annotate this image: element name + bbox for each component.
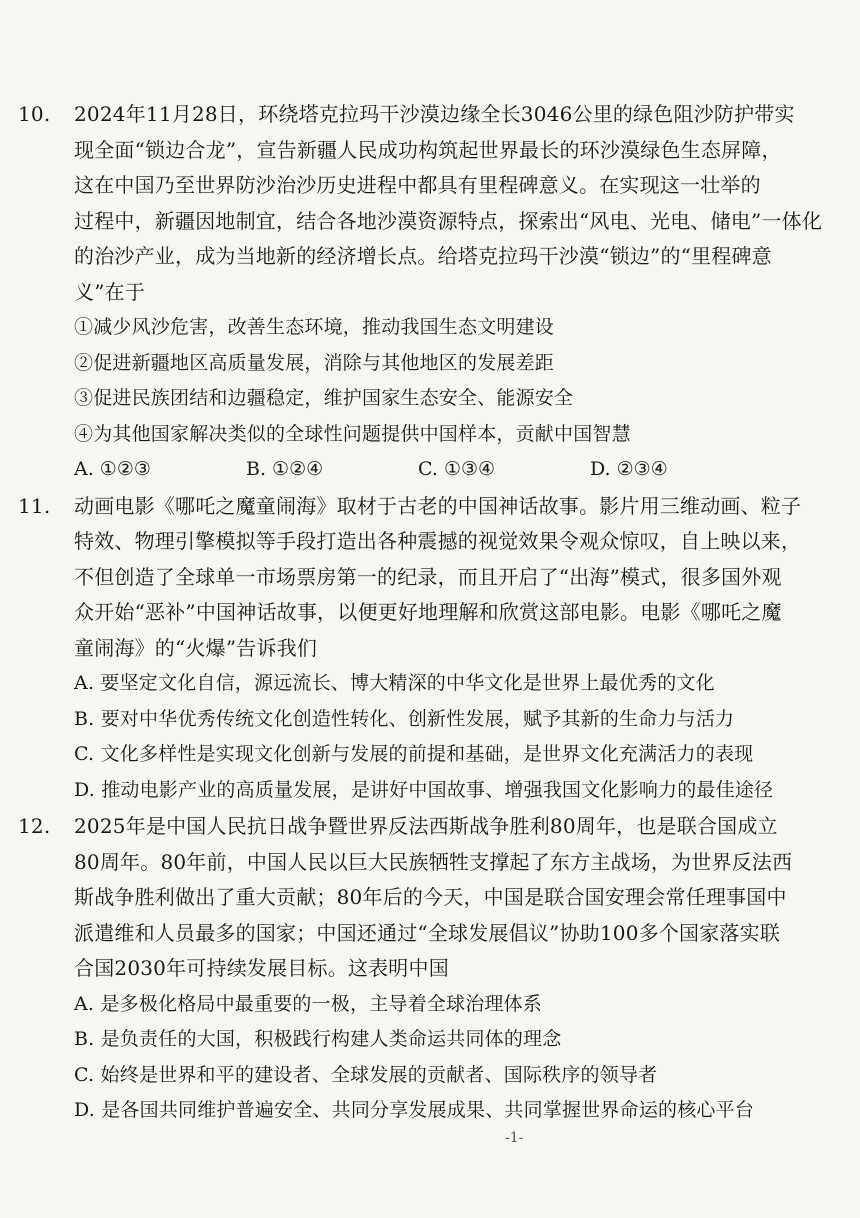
question-stem-line: 斯战争胜利做出了重大贡献；80年后的今天，中国是联合国安理会常任理事国中 [74,885,787,909]
question-stem-line: 派遣维和人员最多的国家；中国还通过“全球发展倡议”协助100多个国家落实联 [74,920,781,945]
question-stem-line: 合国2030年可持续发展目标。这表明中国 [74,956,449,980]
statement-1: ①减少风沙危害，改善生态环境，推动我国生态文明建设 [74,316,555,338]
option-a: A. 要坚定文化自信，源远流长、博大精深的中华文化是世界上最优秀的文化 [74,672,715,694]
page-number: -1- [505,1130,524,1146]
question-stem-line: 过程中，新疆因地制宜，结合各地沙漠资源特点，探索出“风电、光电、储电”一体化 [74,208,823,233]
question-stem-line: 特效、物理引擎模拟等手段打造出各种震撼的视觉效果令观众惊叹，自上映以来， [74,529,802,553]
option-c: C. 始终是世界和平的建设者、全球发展的贡献者、国际秩序的领导者 [74,1063,658,1086]
choice-a: A. ①②③ [74,458,151,480]
question-stem-line: 现全面“锁边合龙”，宣告新疆人民成功构筑起世界最长的环沙漠绿色生态屏障， [74,137,782,162]
question-number: 11. [18,493,51,518]
choice-d: D. ②③④ [590,458,668,480]
question-stem-line: 童闹海》的“火爆”告诉我们 [74,635,318,660]
question-number: 10. [18,102,51,126]
question-stem-line: 这在中国乃至世界防沙治沙历史进程中都具有里程碑意义。在实现这一壮举的 [74,173,761,197]
question-stem-line: 义”在于 [74,279,146,304]
question-stem-line: 众开始“恶补”中国神话故事，以便更好地理解和欣赏这部电影。电影《哪吒之魔 [74,600,782,624]
choice-row [18,452,818,488]
question-stem-line: 的治沙产业，成为当地新的经济增长点。给塔克拉玛干沙漠“锁边”的“里程碑意 [74,244,772,268]
question-10 [18,97,823,488]
option-d: D. 推动电影产业的高质量发展，是讲好中国故事、增强我国文化影响力的最佳途径 [74,778,774,801]
question-stem-line: 11. 动画电影《哪吒之魔童闹海》取材于古老的中国神话故事。影片用三维动画、粒子 [18,489,818,525]
option-a: A. 是多极化格局中最重要的一极，主导着全球治理体系 [74,992,543,1015]
question-stem-line: 10. 2024年11月28日，环绕塔克拉玛干沙漠边缘全长3046公里的绿色阻沙防护带实 [18,97,818,133]
choice-b: B. ①②④ [246,458,324,480]
option-b: B. 要对中华优秀传统文化创造性转化、创新性发展，赋予其新的生命力与活力 [74,707,735,730]
option-c: C. 文化多样性是实现文化创新与发展的前提和基础，是世界文化充满活力的表现 [74,743,754,765]
statement-2: ②促进新疆地区高质量发展，消除与其他地区的发展差距 [74,351,555,374]
question-11 [18,489,818,809]
question-stem-line: 不但创造了全球单一市场票房第一的纪录，而且开启了“出海”模式，很多国外观 [74,564,782,589]
question-12 [18,809,818,1129]
option-d: D. 是各国共同维护普遍安全、共同分享发展成果、共同掌握世界命运的核心平台 [74,1099,755,1121]
question-stem-line: 80周年。80年前，中国人民以巨大民族牺牲支撑起了东方主战场，为世界反法西 [74,849,793,874]
question-number: 12. [18,814,51,838]
statement-4: ④为其他国家解决类似的全球性问题提供中国样本，贡献中国智慧 [74,422,631,445]
statement-3: ③促进民族团结和边疆稳定，维护国家生态安全、能源安全 [74,387,574,409]
choice-c: C. ①③④ [418,458,496,480]
option-b: B. 是负责任的大国，积极践行构建人类命运共同体的理念 [74,1028,562,1050]
question-stem-line: 12. 2025年是中国人民抗日战争暨世界反法西斯战争胜利80周年，也是联合国成立 [18,809,818,845]
